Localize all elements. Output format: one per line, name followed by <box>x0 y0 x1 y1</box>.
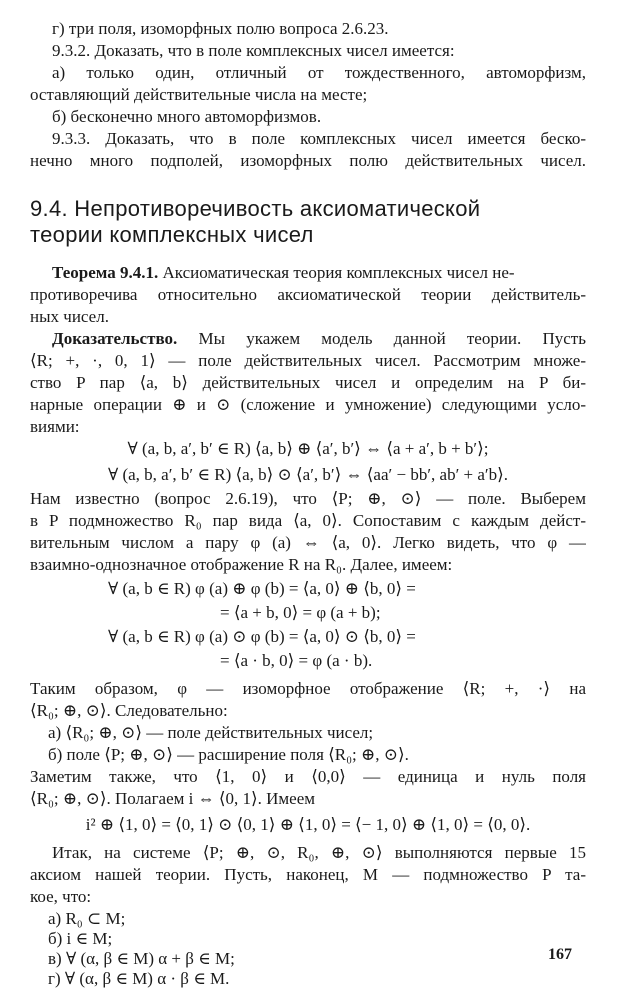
text-line: б) бесконечно много автоморфизмов. <box>52 107 322 126</box>
section-heading-cont: теории комплексных чисел <box>30 222 314 247</box>
proof-text: Мы укажем модель данной теории. Пусть <box>177 329 586 348</box>
text-line: ⟨R; +, ·, 0, 1⟩ — поле действительных чисел. Рассмотрим множе- <box>30 351 586 370</box>
condition-b: б) i ∈ M; <box>48 929 113 948</box>
problem-9-3-2: 9.3.2. Доказать, что в поле комплексных чисел имеется: <box>52 41 455 60</box>
text-line: ⟨R₀; ⊕, ⊙⟩. Полагаем i ⇔ ⟨0, 1⟩. Имеем <box>30 789 316 808</box>
text-line: взаимно-однозначное отображение R на R₀. Далее, имеем: <box>30 555 453 574</box>
text-line: нарные операции ⊕ и ⊙ (сложение и умножение) следующими усло- <box>30 395 586 414</box>
text-line: Итак, на системе ⟨P; ⊕, ⊙, R₀, ⊕, ⊙⟩ выполняются первые 15 <box>52 843 586 862</box>
formula-line: ∀ (a, b ∈ R) φ (a) ⊙ φ (b) = ⟨a, 0⟩ ⊙ ⟨b, 0⟩ = <box>108 627 416 646</box>
text-line: ⟨R₀; ⊕, ⊙⟩. Следовательно: <box>30 701 228 720</box>
section-heading: 9.4. Непротиворечивость аксиоматической <box>30 196 481 221</box>
text-line: кое, что: <box>30 887 92 906</box>
text-line: Заметим также, что ⟨1, 0⟩ и ⟨0,0⟩ — единица и нуль поля <box>30 767 586 786</box>
page-number: 167 <box>548 946 572 963</box>
text-line: противоречива относительно аксиоматической теории действитель- <box>30 285 586 304</box>
formula-line: i² ⊕ ⟨1, 0⟩ = ⟨0, 1⟩ ⊙ ⟨0, 1⟩ ⊕ ⟨1, 0⟩ = ⟨− 1, 0⟩ ⊕ ⟨1, 0⟩ = ⟨0, 0⟩. <box>85 815 531 834</box>
proof-label: Доказательство. <box>52 329 178 348</box>
condition-c: в) ∀ (α, β ∈ M) α + β ∈ M; <box>48 949 235 968</box>
text-line: б) поле ⟨P; ⊕, ⊙⟩ — расширение поля ⟨R₀; ⊕, ⊙⟩. <box>48 745 409 764</box>
proof-line <box>52 328 586 349</box>
text-line: вительным числом a пару φ (a) ⇔ ⟨a, 0⟩. Легко видеть, что φ — <box>30 533 586 552</box>
text-line: в P подмножество R₀ пар вида ⟨a, 0⟩. Сопоставим с каждым дейст- <box>30 511 586 530</box>
text-line: нечно много подполей, изоморфных полю действительных чисел. <box>30 151 586 170</box>
text-line: г) три поля, изоморфных полю вопроса 2.6.23. <box>52 19 389 38</box>
formula-line: = ⟨a · b, 0⟩ = φ (a · b). <box>220 651 373 670</box>
text-line: оставляющий действительные числа на месте; <box>30 85 368 104</box>
problem-9-3-3: 9.3.3. Доказать, что в поле комплексных чисел имеется беско- <box>52 129 586 148</box>
theorem-line <box>52 262 586 283</box>
formula-line: ∀ (a, b ∈ R) φ (a) ⊕ φ (b) = ⟨a, 0⟩ ⊕ ⟨b, 0⟩ = <box>108 579 416 598</box>
text-line: Нам известно (вопрос 2.6.19), что ⟨P; ⊕, ⊙⟩ — поле. Выберем <box>30 489 586 508</box>
text-line: а) только один, отличный от тождественного, автоморфизм, <box>52 63 586 82</box>
text-line: аксиом нашей теории. Пусть, наконец, M — подмножество P та- <box>30 865 586 884</box>
text-line: ство P пар ⟨a, b⟩ действительных чисел и определим на P би- <box>30 373 586 392</box>
text-line: виями: <box>30 417 80 436</box>
text-line: ных чисел. <box>30 307 109 326</box>
theorem-label: Теорема 9.4.1. <box>52 263 159 282</box>
condition-d: г) ∀ (α, β ∈ M) α · β ∈ M. <box>48 969 230 988</box>
formula-line: ∀ (a, b, a′, b′ ∈ R) ⟨a, b⟩ ⊙ ⟨a′, b′⟩ ⇔ ⟨aa′ − bb′, ab′ + a′b⟩. <box>107 465 509 484</box>
formula-line: ∀ (a, b, a′, b′ ∈ R) ⟨a, b⟩ ⊕ ⟨a′, b′⟩ ⇔ ⟨a + a′, b + b′⟩; <box>127 439 489 458</box>
formula-line: = ⟨a + b, 0⟩ = φ (a + b); <box>220 603 381 622</box>
text-line: Таким образом, φ — изоморфное отображение ⟨R; +, ·⟩ на <box>30 679 586 698</box>
theorem-text: Аксиоматическая теория комплексных чисел не- <box>158 263 515 282</box>
text-line: а) ⟨R₀; ⊕, ⊙⟩ — поле действительных чисел; <box>48 723 374 742</box>
condition-a: а) R₀ ⊂ M; <box>48 909 126 928</box>
